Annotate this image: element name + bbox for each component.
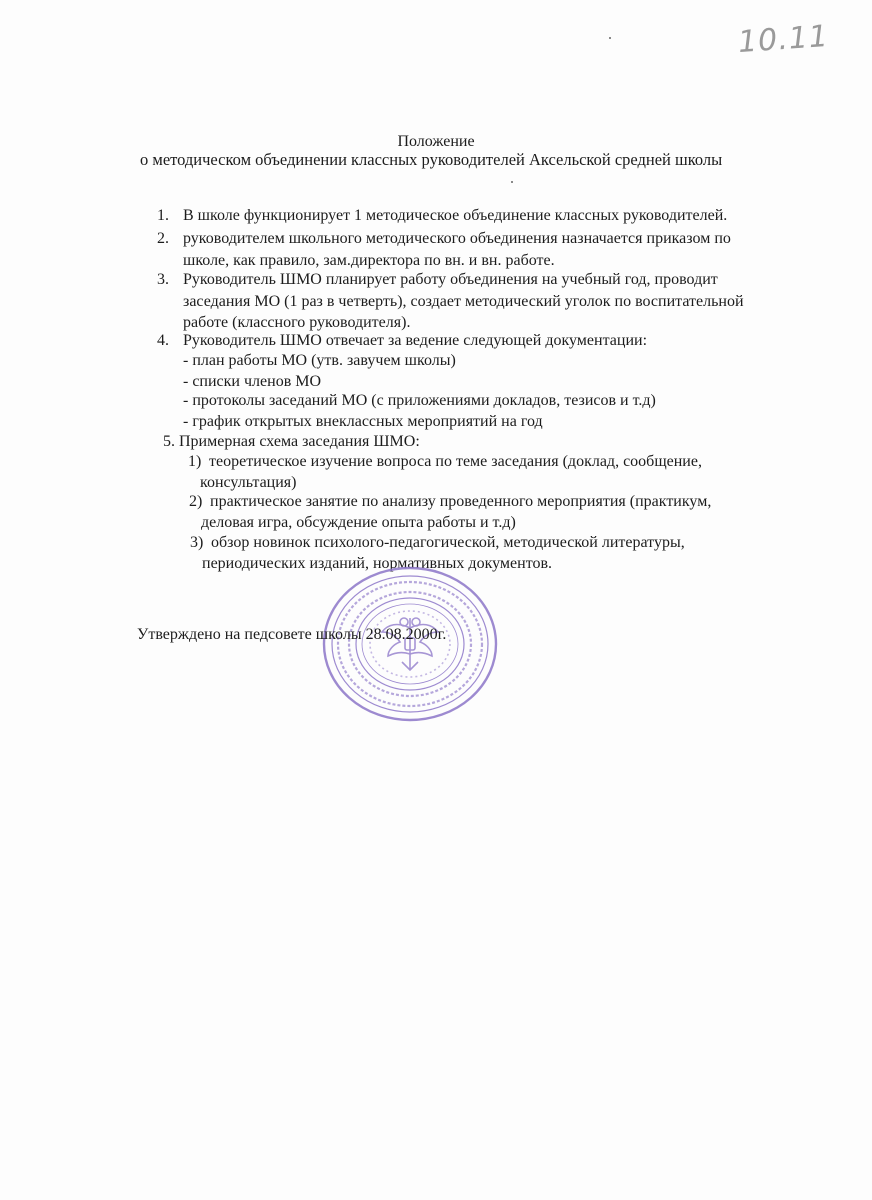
item-2-text: школе, как правило, зам.директора по вн. и вн. работе. xyxy=(183,252,555,269)
item-3-number: 3. xyxy=(157,271,169,288)
scan-speck xyxy=(609,37,611,39)
subitem-3-text: периодических изданий, нормативных документов. xyxy=(202,555,553,572)
item-4-subline: - план работы МО (утв. завучем школы) xyxy=(183,352,456,369)
subitem-1-text: теоретическое изучение вопроса по теме заседания (доклад, сообщение, xyxy=(209,453,702,470)
item-4-text: Руководитель ШМО отвечает за ведение следующей документации: xyxy=(183,332,648,349)
document-title: Положение xyxy=(397,133,475,150)
subitem-2-text: практическое занятие по анализу проведенного мероприятия (практикум, xyxy=(210,493,712,510)
item-2-number: 2. xyxy=(157,230,169,247)
scan-speck xyxy=(511,181,513,183)
item-4-subline: - график открытых внеклассных мероприятий на год xyxy=(183,413,543,430)
item-4-subline: - списки членов МО xyxy=(183,373,322,390)
item-3-text: работе (классного руководителя). xyxy=(183,314,411,331)
school-seal-stamp xyxy=(322,566,498,722)
subitem-3-text: обзор новинок психолого-педагогической, методической литературы, xyxy=(211,534,685,551)
approval-line: Утверждено на педсовете школы 28.08.2000г. xyxy=(137,626,447,643)
item-5-number: 5. xyxy=(163,433,175,450)
item-1-number: 1. xyxy=(157,207,169,224)
subitem-1-text: консультация) xyxy=(200,474,297,491)
item-5-text: Примерная схема заседания ШМО: xyxy=(179,433,420,450)
subitem-1-number: 1) xyxy=(188,453,202,470)
subitem-3-number: 3) xyxy=(190,534,204,551)
item-1-text: В школе функционирует 1 методическое объединение классных руководителей. xyxy=(183,207,728,224)
item-3-text: заседания МО (1 раз в четверть), создает методический уголок по воспитательной xyxy=(183,293,744,310)
item-3-text: Руководитель ШМО планирует работу объединения на учебный год, проводит xyxy=(183,271,718,288)
item-4-subline: - протоколы заседаний МО (с приложениями докладов, тезисов и т.д) xyxy=(183,392,656,409)
subitem-2-text: деловая игра, обсуждение опыта работы и т.д) xyxy=(201,514,516,531)
item-4-number: 4. xyxy=(157,332,169,349)
subitem-2-number: 2) xyxy=(189,493,203,510)
item-2-text: руководителем школьного методического объединения назначается приказом по xyxy=(183,230,731,247)
handwritten-note: 10.11 xyxy=(736,18,831,61)
document-subtitle: о методическом объединении классных руководителей Аксельской средней школы xyxy=(140,150,723,169)
